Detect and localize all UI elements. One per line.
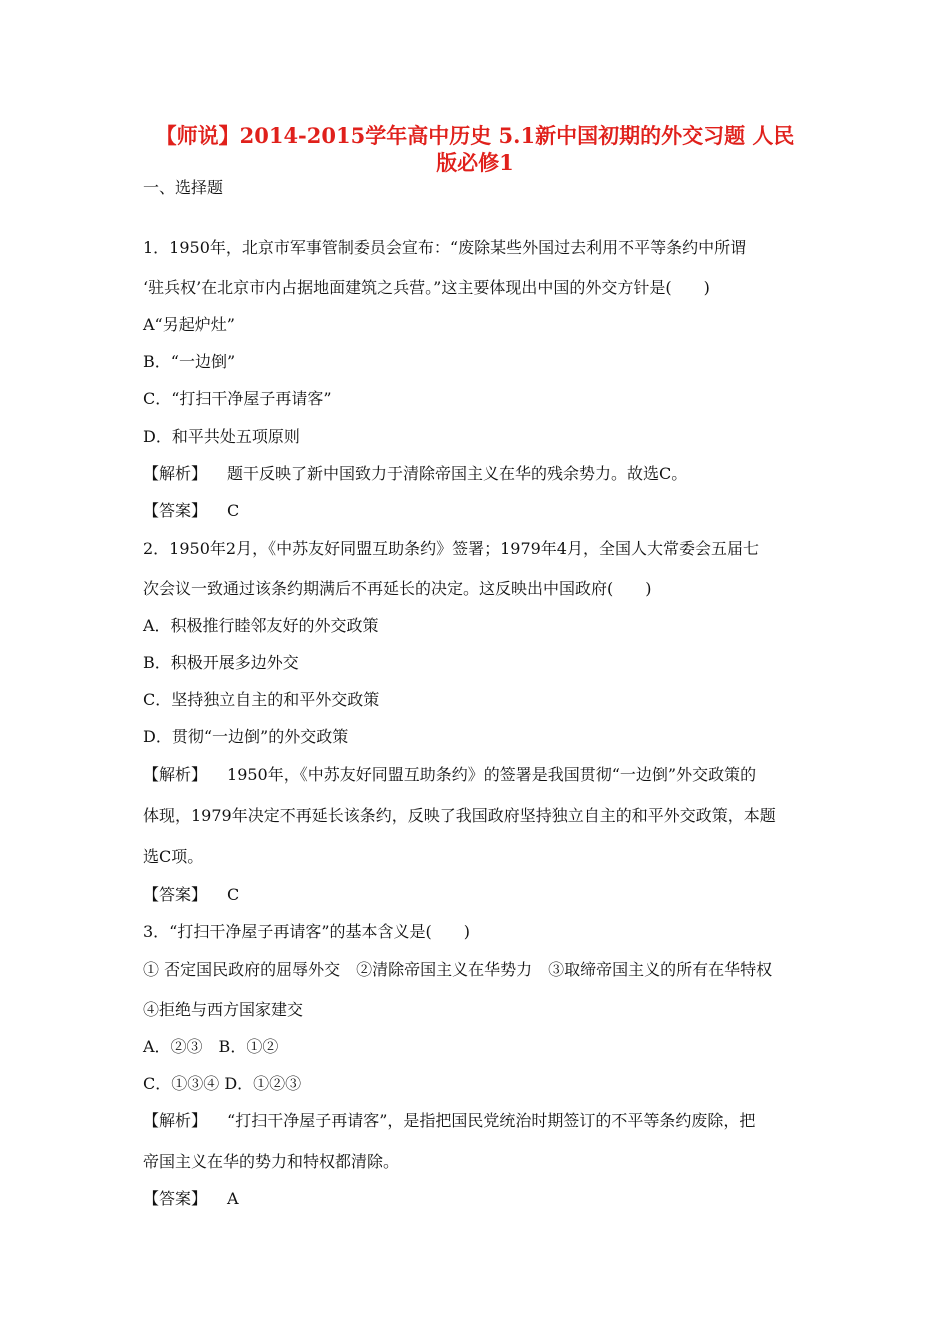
q1-option-b: B．“一边倒” (143, 352, 236, 371)
q3-items-line-2: ④拒绝与西方国家建交 (143, 1000, 304, 1019)
q3-options-line-2: C．①③④ D．①②③ (143, 1074, 302, 1093)
document-title-line-2: 版必修1 (436, 150, 514, 175)
q3-items-line-1: ① 否定国民政府的屈辱外交 ②清除帝国主义在华势力 ③取缔帝国主义的所有在华特权 (143, 960, 773, 979)
q3-analysis-line-2: 帝国主义在华的势力和特权都清除。 (143, 1152, 400, 1171)
q2-analysis-line-3: 选C项。 (143, 847, 204, 866)
q1-analysis-text: 题干反映了新中国致力于清除帝国主义在华的残余势力。故选C。 (227, 464, 688, 483)
q1-stem-line-2: ‘驻兵权’在北京市内占据地面建筑之兵营。”这主要体现出中国的外交方针是( ) (143, 278, 710, 297)
q1-analysis (143, 464, 687, 484)
document-title-line-1: 【师说】2014-2015学年高中历史 5.1新中国初期的外交习题 人民 (155, 123, 795, 148)
q3-analysis-line-1 (143, 1111, 755, 1131)
q3-options-line-1: A．②③ B．①② (143, 1037, 279, 1056)
q1-stem-line-1: 1．1950年，北京市军事管制委员会宣布：“废除某些外国过去利用不平等条约中所谓 (143, 238, 747, 257)
q2-stem-line-1: 2．1950年2月，《中苏友好同盟互助条约》签署；1979年4月，全国人大常委会五届七 (143, 539, 759, 558)
q1-answer (143, 501, 239, 521)
q2-option-d: D．贯彻“一边倒”的外交政策 (143, 727, 349, 746)
q3-stem: 3．“打扫干净屋子再请客”的基本含义是( ) (143, 922, 471, 941)
q3-answer-value: A (227, 1189, 239, 1208)
q3-answer-label: 【答案】 (143, 1189, 208, 1208)
q3-analysis-text: “打扫干净屋子再请客”，是指把国民党统治时期签订的不平等条约废除，把 (227, 1111, 756, 1130)
q2-option-a: A．积极推行睦邻友好的外交政策 (143, 616, 379, 635)
q3-analysis-label: 【解析】 (143, 1111, 208, 1130)
section-heading: 一、选择题 (143, 178, 224, 197)
q2-analysis-line-1 (143, 765, 756, 785)
q2-answer-value: C (227, 885, 240, 904)
q2-stem-line-2: 次会议一致通过该条约期满后不再延长的决定。这反映出中国政府( ) (143, 579, 652, 598)
q2-analysis-line-2: 体现，1979年决定不再延长该条约，反映了我国政府坚持独立自主的和平外交政策，本题 (143, 806, 776, 825)
q1-answer-value: C (227, 501, 240, 520)
q1-option-d: D．和平共处五项原则 (143, 427, 300, 446)
q2-analysis-label: 【解析】 (143, 765, 208, 784)
q2-analysis-text: 1950年，《中苏友好同盟互助条约》的签署是我国贯彻“一边倒”外交政策的 (227, 765, 757, 784)
q2-option-c: C．坚持独立自主的和平外交政策 (143, 690, 380, 709)
q3-answer (143, 1189, 239, 1209)
q2-answer-label: 【答案】 (143, 885, 208, 904)
q2-option-b: B．积极开展多边外交 (143, 653, 299, 672)
q1-answer-label: 【答案】 (143, 501, 208, 520)
q2-answer (143, 885, 239, 905)
q1-option-c: C．“打扫干净屋子再请客” (143, 389, 332, 408)
q1-analysis-label: 【解析】 (143, 464, 208, 483)
q1-option-a: A“另起炉灶” (143, 315, 235, 334)
